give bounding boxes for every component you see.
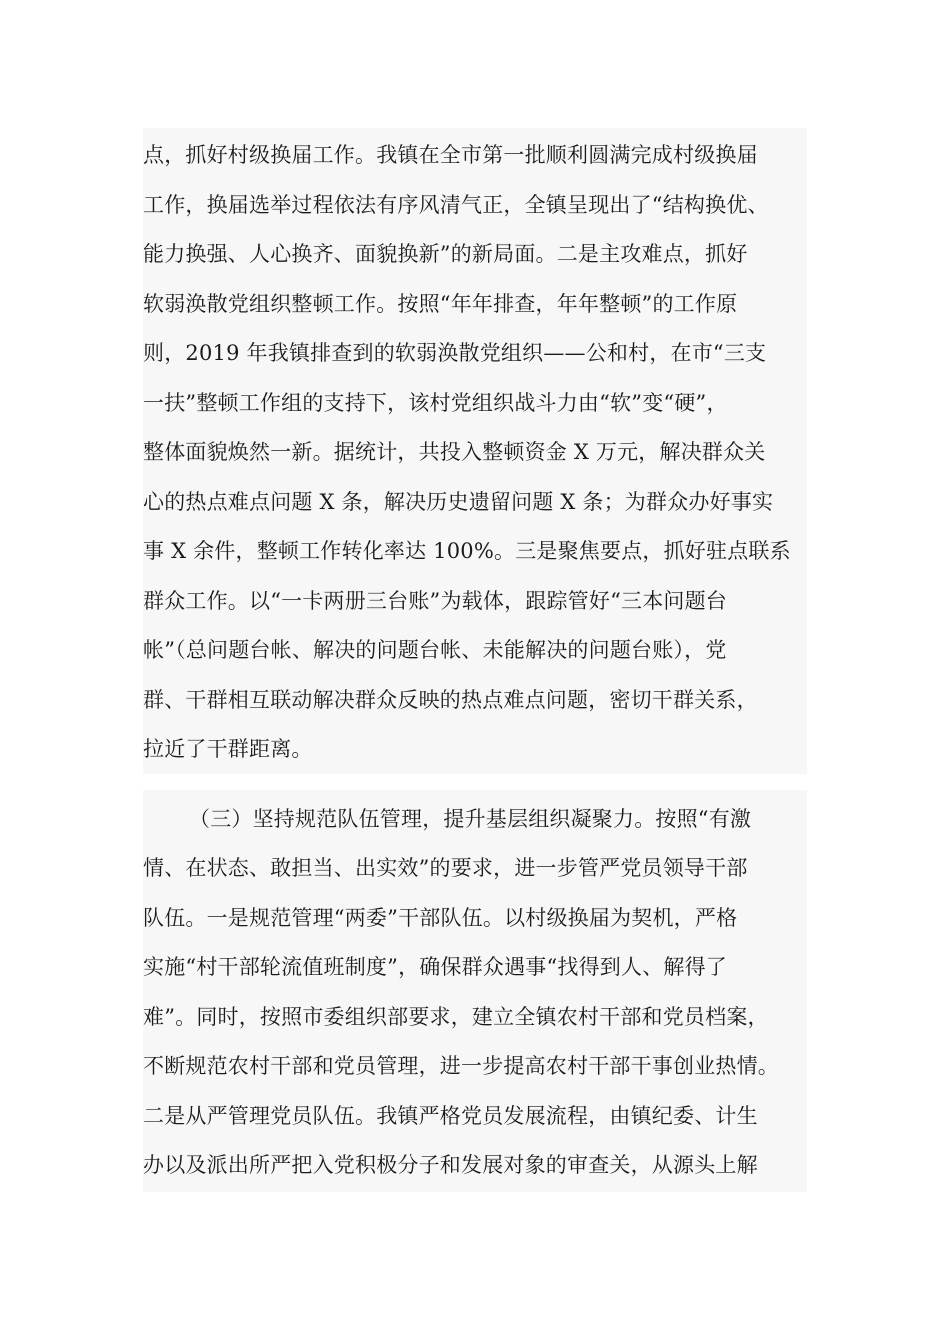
paragraph-1-line: 工作，换届选举过程依法有序风清气正，全镇呈现出了“结构换优、 xyxy=(143,193,769,217)
paragraph-1-line: 能力换强、人心换齐、面貌换新”的新局面。二是主攻难点，抓好 xyxy=(143,242,748,266)
paragraph-1-line: 软弱涣散党组织整顿工作。按照“年年排查，年年整顿”的工作原 xyxy=(143,292,738,316)
paragraph-1-line: 群众工作。以“一卡两册三台账”为载体，跟踪管好“三本问题台 xyxy=(143,589,728,613)
paragraph-1-line: 群、干群相互联动解决群众反映的热点难点问题，密切干群关系， xyxy=(143,688,758,712)
paragraph-2-line: 办以及派出所严把入党积极分子和发展对象的审查关，从源头上解 xyxy=(143,1153,758,1177)
paragraph-1-line: 点，抓好村级换届工作。我镇在全市第一批顺利圆满完成村级换届 xyxy=(143,143,758,167)
paragraph-2-line: 二是从严管理党员队伍。我镇严格党员发展流程，由镇纪委、计生 xyxy=(143,1104,758,1128)
paragraph-1-line: 则，2019 年我镇排查到的软弱涣散党组织——公和村，在市“三支 xyxy=(143,341,767,365)
paragraph-1-line: 心的热点难点问题 X 条，解决历史遗留问题 X 条；为群众办好事实 xyxy=(143,490,774,514)
paragraph-2-line: （三）坚持规范队伍管理，提升基层组织凝聚力。按照“有激 xyxy=(189,807,752,831)
paragraph-2-line: 实施“村干部轮流值班制度”，确保群众遇事“找得到人、解得了 xyxy=(143,955,728,979)
paragraph-1-line: 拉近了干群距离。 xyxy=(143,737,313,761)
paragraph-1 xyxy=(143,128,807,774)
paragraph-1-line: 整体面貌焕然一新。据统计，共投入整顿资金 X 万元，解决群众关 xyxy=(143,440,766,464)
paragraph-2-line: 难”。同时，按照市委组织部要求，建立全镇农村干部和党员档案， xyxy=(143,1005,769,1029)
paragraph-1-line: 一扶”整顿工作组的支持下，该村党组织战斗力由“软”变“硬”， xyxy=(143,391,728,415)
paragraph-1-line: 事 X 余件，整顿工作转化率达 100%。三是聚焦要点，抓好驻点联系 xyxy=(143,539,791,563)
paragraph-2-line: 情、在状态、敢担当、出实效”的要求，进一步管严党员领导干部 xyxy=(143,856,748,880)
paragraph-2-line: 队伍。一是规范管理“两委”干部队伍。以村级换届为契机，严格 xyxy=(143,906,738,930)
paragraph-1-line: 帐”（总问题台帐、解决的问题台帐、未能解决的问题台账），党 xyxy=(143,638,727,662)
paragraph-2 xyxy=(143,790,807,1192)
paragraph-2-line: 不断规范农村干部和党员管理，进一步提高农村干部干事创业热情。 xyxy=(143,1054,779,1078)
